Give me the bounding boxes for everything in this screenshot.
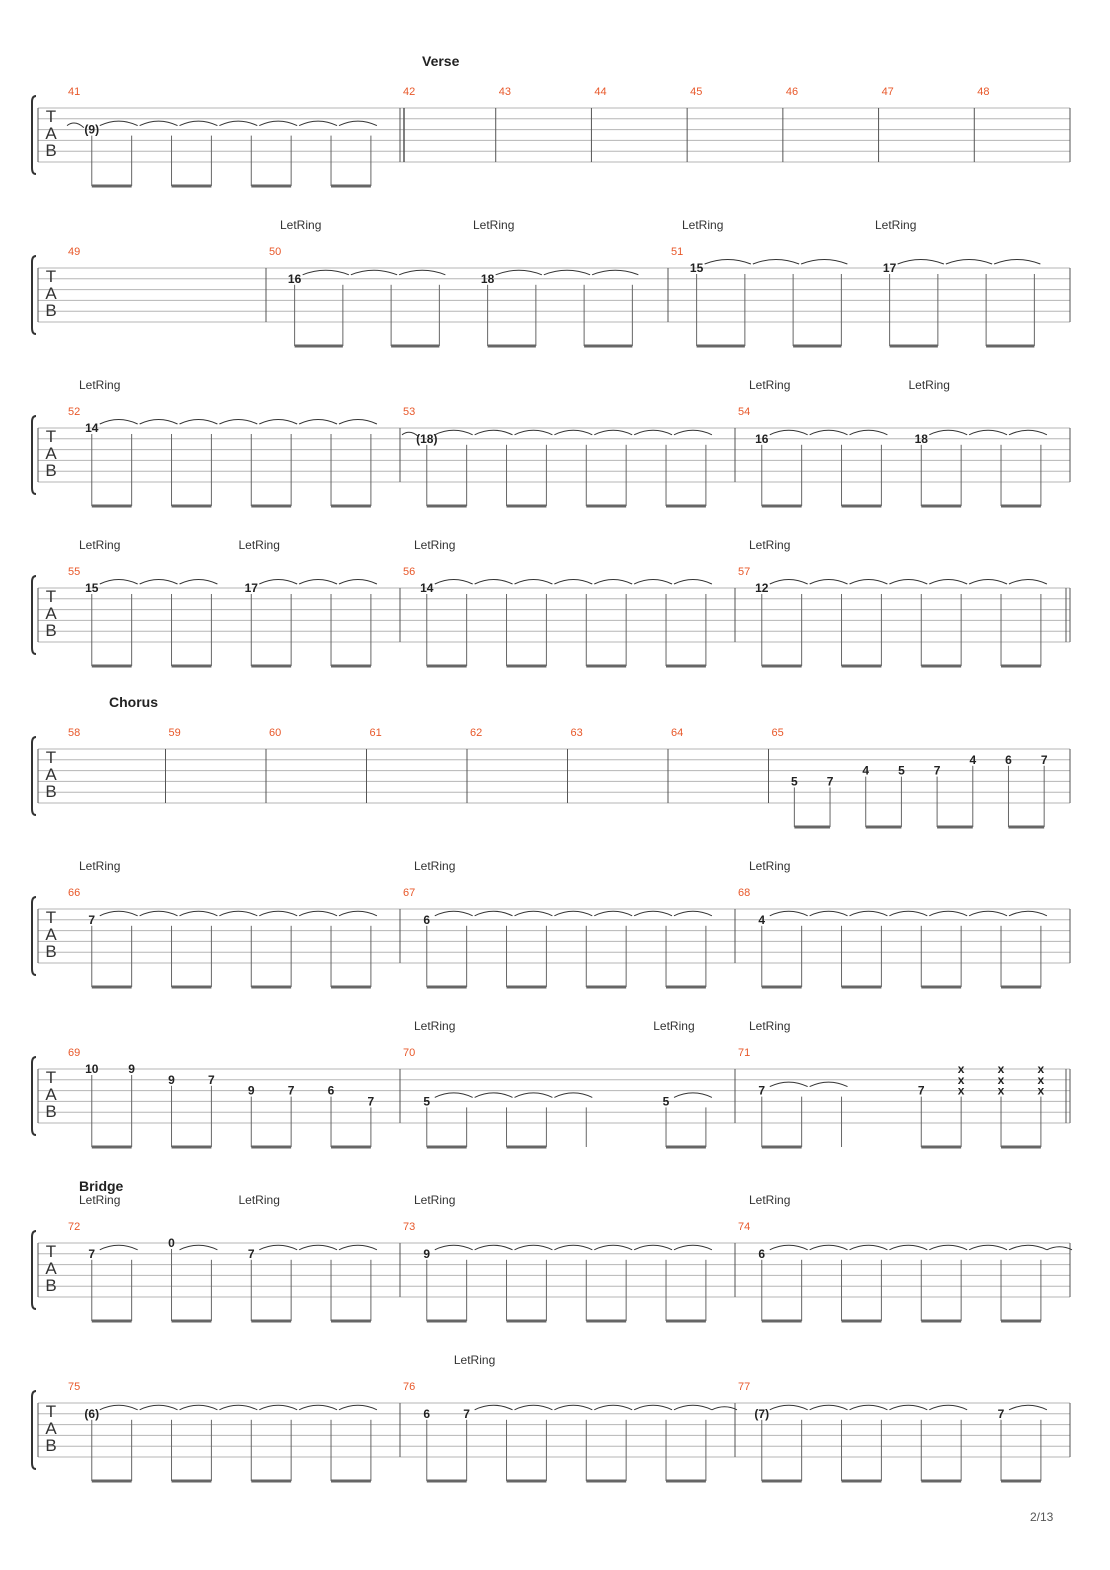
dead-note: x (1037, 1083, 1045, 1098)
fret-number: 17 (882, 261, 897, 275)
tie-arc (140, 121, 178, 126)
tie-arc (594, 430, 632, 435)
let-ring-label: LetRing (682, 218, 724, 232)
fret-number: 4 (862, 763, 870, 778)
tab-clef-letter: T (45, 1402, 57, 1421)
measure-number: 71 (738, 1047, 751, 1059)
tab-clef-letter: T (45, 587, 57, 606)
tie-arc (634, 430, 672, 435)
tie-arc (801, 260, 847, 265)
tie-arc (219, 1405, 257, 1410)
fret-number: 5 (898, 763, 905, 778)
measure-number: 65 (771, 727, 784, 739)
dead-note: x (1037, 1072, 1045, 1087)
tie-arc (929, 1245, 967, 1250)
tie-arc (299, 1245, 337, 1250)
measure-number: 54 (738, 406, 751, 418)
system-bracket (32, 897, 36, 975)
let-ring-label: LetRing (473, 218, 515, 232)
tie-arc (140, 1405, 178, 1410)
tie-arc (515, 580, 553, 585)
tie-arc (219, 121, 257, 126)
fret-number: 5 (662, 1094, 670, 1109)
tie-arc (770, 911, 808, 916)
measure-number: 51 (671, 246, 684, 258)
tie-arc (969, 430, 1007, 435)
measure-number: 63 (570, 727, 583, 739)
let-ring-label: LetRing (79, 378, 121, 392)
tab-clef-letter: T (45, 1242, 57, 1261)
tie-arc (810, 430, 848, 435)
let-ring-label: LetRing (453, 1353, 496, 1367)
tie-arc (969, 580, 1007, 585)
fret-number: 15 (85, 581, 99, 595)
measure-number: 57 (738, 566, 751, 578)
measure-number: 61 (369, 727, 382, 739)
tie-arc (770, 1405, 808, 1410)
let-ring-label: LetRing (238, 1193, 280, 1207)
tie-arc (475, 1093, 513, 1098)
tie-arc (969, 911, 1007, 916)
fret-number: 6 (1005, 752, 1012, 767)
tie-arc (435, 911, 473, 916)
tie-arc (299, 580, 337, 585)
fret-number: 9 (168, 1072, 175, 1087)
tie-arc (339, 121, 377, 126)
tie-arc (594, 1405, 632, 1410)
tie-arc (634, 1245, 672, 1250)
measure-number: 70 (403, 1047, 416, 1059)
measure-number: 75 (68, 1381, 81, 1393)
measure-number: 60 (269, 727, 282, 739)
tie-arc (299, 1405, 337, 1410)
let-ring-label: LetRing (749, 1019, 791, 1033)
fret-number: 6 (758, 1246, 766, 1261)
tie-arc (674, 580, 712, 585)
tie-arc (810, 580, 848, 585)
fret-number: 9 (247, 1083, 255, 1098)
dead-note: x (997, 1072, 1005, 1087)
tie-arc (219, 420, 257, 425)
let-ring-label: LetRing (414, 859, 456, 873)
tie-arc (299, 420, 337, 425)
tie-arc (770, 430, 808, 435)
fret-number: 7 (933, 763, 941, 778)
tab-clef-letter: A (45, 1085, 57, 1104)
tie-arc (889, 1405, 927, 1410)
tie-arc (339, 911, 377, 916)
tie-arc (898, 260, 944, 265)
system-bracket (32, 1231, 36, 1309)
tie-arc (889, 1245, 927, 1250)
tie-arc (674, 1405, 712, 1410)
let-ring-label: LetRing (79, 1193, 121, 1207)
fret-number: 18 (914, 431, 928, 446)
tie-arc (770, 580, 808, 585)
tie-arc (435, 580, 473, 585)
tie-arc (594, 911, 632, 916)
tie-arc (544, 270, 590, 275)
tie-arc (259, 1245, 297, 1250)
fret-number: 7 (287, 1083, 295, 1098)
fret-number: 14 (420, 581, 434, 595)
fret-number: 7 (997, 1406, 1005, 1421)
tie-arc (259, 580, 297, 585)
let-ring-label: LetRing (280, 218, 322, 232)
fret-number: 17 (244, 581, 258, 595)
tie-arc (1047, 1247, 1072, 1250)
fret-number: 10 (85, 1062, 99, 1076)
tie-arc (594, 1245, 632, 1250)
let-ring-label: LetRing (414, 1193, 456, 1207)
measure-number: 72 (68, 1221, 81, 1233)
tie-arc (810, 911, 848, 916)
measure-number: 76 (403, 1381, 416, 1393)
system-bracket (32, 576, 36, 654)
measure-number: 42 (403, 86, 416, 98)
fret-number: 6 (423, 1406, 431, 1421)
fret-number: 7 (88, 1246, 96, 1261)
tab-clef-letter: B (45, 621, 57, 640)
tie-arc (1009, 911, 1047, 916)
measure-number: 73 (403, 1221, 416, 1233)
tie-arc (705, 260, 751, 265)
tab-clef-letter: A (45, 765, 57, 784)
measure-number: 59 (168, 727, 181, 739)
system-bracket (32, 96, 36, 174)
tie-arc (259, 121, 297, 126)
tie-arc (219, 911, 257, 916)
page-number: 2/13 (1030, 1510, 1054, 1524)
tab-clef-letter: B (45, 141, 57, 160)
tie-arc (810, 1405, 848, 1410)
fret-number: 7 (758, 1083, 766, 1098)
measure-number: 77 (738, 1381, 751, 1393)
tie-arc (475, 430, 513, 435)
tab-clef-letter: T (45, 267, 57, 286)
tab-clef-letter: B (45, 1276, 57, 1295)
fret-number: 15 (689, 261, 704, 275)
fret-number: 7 (1040, 752, 1048, 767)
section-label: Bridge (79, 1178, 124, 1194)
fret-number: 6 (327, 1083, 335, 1098)
tie-arc (554, 1093, 592, 1098)
tie-arc (850, 580, 888, 585)
fret-number: 7 (826, 774, 834, 789)
dead-note: x (957, 1072, 965, 1087)
measure-number: 53 (403, 406, 416, 418)
measure-number: 58 (68, 727, 81, 739)
tie-arc (554, 1405, 592, 1410)
fret-number: (7) (754, 1406, 770, 1421)
let-ring-label: LetRing (414, 1019, 456, 1033)
measure-number: 74 (738, 1221, 751, 1233)
measure-number: 46 (785, 86, 799, 98)
measure-number: 52 (68, 406, 81, 418)
let-ring-label: LetRing (749, 859, 791, 873)
tie-arc (712, 1407, 737, 1410)
measure-number: 66 (68, 887, 81, 899)
let-ring-label: LetRing (653, 1019, 695, 1033)
tie-arc (475, 580, 513, 585)
fret-number: 12 (755, 581, 769, 595)
tie-arc (100, 1245, 138, 1250)
tie-arc (475, 1245, 513, 1250)
measure-number: 69 (68, 1047, 81, 1059)
fret-number: 7 (367, 1094, 375, 1109)
tie-arc (180, 580, 218, 585)
measure-number: 47 (881, 86, 894, 98)
tie-arc (634, 1405, 672, 1410)
tab-clef-letter: A (45, 1259, 57, 1278)
tab-clef-letter: B (45, 1102, 57, 1121)
tab-clef-letter: B (45, 782, 57, 801)
tab-clef-letter: B (45, 942, 57, 961)
measure-number: 62 (470, 727, 483, 739)
system-bracket (32, 1057, 36, 1135)
fret-number: (6) (84, 1406, 100, 1421)
tie-arc (929, 911, 967, 916)
tab-clef-letter: A (45, 124, 57, 143)
tie-arc (1009, 1405, 1047, 1410)
tie-arc (475, 911, 513, 916)
fret-number: (9) (84, 122, 100, 137)
tie-arc (515, 1245, 553, 1250)
measure-number: 45 (690, 86, 703, 98)
tie-arc (299, 121, 337, 126)
fret-number: 16 (287, 271, 302, 286)
tie-arc (634, 911, 672, 916)
let-ring-label: LetRing (749, 538, 791, 552)
tie-arc (475, 1405, 513, 1410)
tab-clef-letter: A (45, 444, 57, 463)
fret-number: 7 (88, 912, 96, 927)
fret-number: 0 (168, 1236, 175, 1250)
fret-number: (18) (416, 431, 438, 446)
tie-arc (850, 911, 888, 916)
tie-arc (303, 270, 349, 275)
measure-number: 43 (498, 86, 511, 98)
tie-arc (259, 911, 297, 916)
tie-arc (299, 911, 337, 916)
tie-arc (259, 1405, 297, 1410)
tab-clef-letter: T (45, 908, 57, 927)
measure-number: 49 (68, 246, 81, 258)
fret-number: 18 (480, 271, 495, 286)
tie-arc (969, 1245, 1007, 1250)
tie-arc (889, 911, 927, 916)
tie-arc (339, 420, 377, 425)
tab-clef-letter: A (45, 284, 57, 303)
tie-arc (929, 1405, 967, 1410)
fret-number: 7 (247, 1246, 255, 1261)
tie-arc (1009, 580, 1047, 585)
tie-arc (435, 1093, 473, 1098)
tie-arc (1009, 430, 1047, 435)
tie-arc (929, 580, 967, 585)
tie-arc (674, 911, 712, 916)
fret-number: 5 (791, 774, 798, 789)
measure-number: 48 (977, 86, 990, 98)
tab-clef-letter: A (45, 1419, 57, 1438)
measure-number: 55 (68, 566, 81, 578)
tie-arc (753, 260, 799, 265)
dead-note: x (957, 1062, 965, 1076)
tie-arc (592, 270, 638, 275)
dead-note: x (1037, 1062, 1045, 1076)
tie-arc (1009, 1245, 1047, 1250)
tie-arc (339, 1405, 377, 1410)
tie-arc (67, 123, 84, 128)
tie-arc (100, 580, 138, 585)
tab-clef-letter: T (45, 107, 57, 126)
tie-arc (889, 580, 927, 585)
dead-note: x (997, 1062, 1005, 1076)
tie-arc (554, 911, 592, 916)
tab-clef-letter: A (45, 925, 57, 944)
let-ring-label: LetRing (875, 218, 917, 232)
measure-number: 64 (671, 727, 684, 739)
tie-arc (770, 1245, 808, 1250)
tie-arc (100, 420, 138, 425)
tie-arc (351, 270, 397, 275)
tie-arc (810, 1245, 848, 1250)
tie-arc (435, 430, 473, 435)
tie-arc (180, 420, 218, 425)
tie-arc (140, 911, 178, 916)
tab-clef-letter: A (45, 604, 57, 623)
system-bracket (32, 416, 36, 494)
tie-arc (435, 1245, 473, 1250)
tie-arc (399, 270, 445, 275)
section-label: Verse (422, 53, 460, 69)
fret-number: 6 (423, 912, 431, 927)
tie-arc (339, 580, 377, 585)
tie-arc (850, 430, 888, 435)
tie-arc (515, 1093, 553, 1098)
tie-arc (180, 911, 218, 916)
tab-clef-letter: T (45, 748, 57, 767)
fret-number: 4 (758, 912, 766, 927)
let-ring-label: LetRing (749, 1193, 791, 1207)
fret-number: 7 (463, 1406, 470, 1421)
let-ring-label: LetRing (749, 378, 791, 392)
tie-arc (674, 430, 712, 435)
tie-arc (339, 1245, 377, 1250)
fret-number: 16 (755, 431, 769, 446)
tie-arc (850, 1405, 888, 1410)
tab-clef-letter: T (45, 1068, 57, 1087)
tie-arc (929, 430, 967, 435)
tie-arc (140, 580, 178, 585)
fret-number: 9 (423, 1246, 431, 1261)
let-ring-label: LetRing (908, 378, 950, 392)
let-ring-label: LetRing (414, 538, 456, 552)
fret-number: 7 (208, 1072, 215, 1087)
measure-number: 44 (594, 86, 607, 98)
tie-arc (515, 430, 553, 435)
tie-arc (515, 1405, 553, 1410)
tie-arc (180, 121, 218, 126)
tie-arc (554, 1245, 592, 1250)
measure-number: 67 (403, 887, 416, 899)
tie-arc (674, 1245, 712, 1250)
tie-arc (850, 1245, 888, 1250)
fret-number: 5 (423, 1094, 431, 1109)
fret-number: 14 (85, 421, 99, 435)
measure-number: 56 (403, 566, 416, 578)
fret-number: 7 (917, 1083, 925, 1098)
tie-arc (259, 420, 297, 425)
let-ring-label: LetRing (79, 538, 121, 552)
tie-arc (994, 260, 1040, 265)
tie-arc (554, 430, 592, 435)
system-bracket (32, 256, 36, 334)
tab-clef-letter: B (45, 301, 57, 320)
section-label: Chorus (109, 694, 158, 710)
tie-arc (515, 911, 553, 916)
system-bracket (32, 1391, 36, 1469)
tie-arc (674, 1093, 712, 1098)
tie-arc (100, 121, 138, 126)
tie-arc (554, 580, 592, 585)
tie-arc (594, 580, 632, 585)
tie-arc (100, 911, 138, 916)
measure-number: 50 (269, 246, 282, 258)
fret-number: 9 (128, 1062, 135, 1076)
tab-clef-letter: B (45, 461, 57, 480)
tie-arc (634, 580, 672, 585)
dead-note: x (997, 1083, 1005, 1098)
dead-note: x (957, 1083, 965, 1098)
tie-arc (946, 260, 992, 265)
let-ring-label: LetRing (79, 859, 121, 873)
measure-number: 41 (68, 86, 81, 98)
tab-clef-letter: T (45, 427, 57, 446)
tie-arc (140, 420, 178, 425)
let-ring-label: LetRing (238, 538, 280, 552)
system-bracket (32, 737, 36, 815)
tie-arc (770, 1082, 808, 1087)
tie-arc (180, 1405, 218, 1410)
tie-arc (496, 270, 542, 275)
tie-arc (100, 1405, 138, 1410)
tie-arc (180, 1245, 218, 1250)
fret-number: 4 (969, 752, 977, 767)
measure-number: 68 (738, 887, 751, 899)
tab-clef-letter: B (45, 1436, 57, 1455)
tie-arc (810, 1082, 848, 1087)
